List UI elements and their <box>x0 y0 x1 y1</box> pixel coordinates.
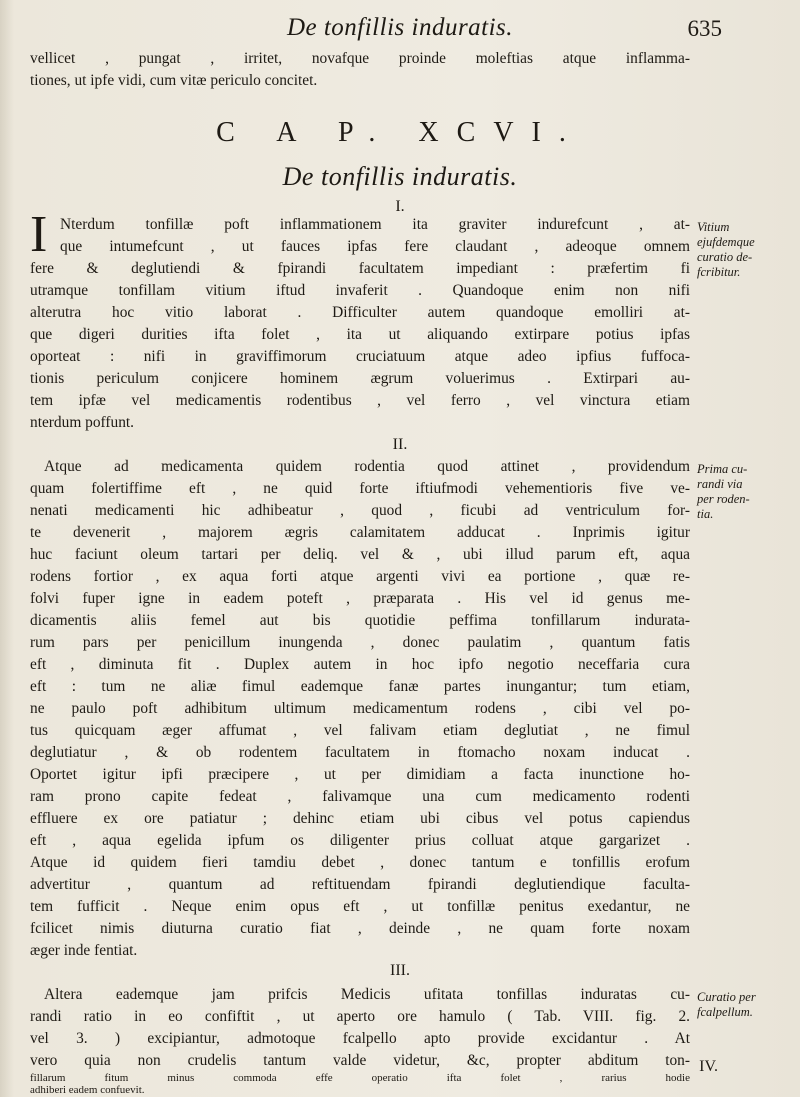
text-line: ne paulo poft adhibitum ultimum medicamentum rodens , cibi vel po- <box>30 700 690 717</box>
text-line: quam folertiffime eft , ne quid forte iftiufmodi vehementioris five ve- <box>30 480 690 497</box>
text-line: fere & deglutiendi & fpirandi facultatem impediant : præfertim fi <box>30 260 690 277</box>
text-line: randi ratio in eo confiftit , ut aperto ore hamulo ( Tab. VIII. fig. 2. <box>30 1008 690 1025</box>
text-line: utramque tonfillam vitium iftud invaferit . Quandoque enim non nifi <box>30 282 690 299</box>
text-line: Atque ad medicamenta quidem rodentia quod attinet , providendum <box>44 458 690 475</box>
margin-note-line: Prima cu- <box>697 462 748 476</box>
text-line: tem ipfæ vel medicamentis rodentibus , vel ferro , vel vinctura etiam <box>30 392 690 409</box>
text-line: vellicet , pungat , irritet, novafque proinde moleftias atque inflamma- <box>30 50 690 67</box>
chapter-subtitle: De tonfillis induratis. <box>282 162 518 191</box>
text-line: fcilicet nimis diuturna curatio fiat , deinde , ne quam forte noxam <box>30 920 690 937</box>
text-line: adhiberi eadem confuevit. <box>30 1084 145 1096</box>
text-line: vel 3. ) excipiantur, admotoque fcalpello apto provide excidantur . At <box>30 1030 690 1047</box>
text-line: nterdum poffunt. <box>30 414 135 431</box>
margin-note-line: per roden- <box>697 492 750 506</box>
text-line: Nterdum tonfillæ poft inflammationem ita graviter indurefcunt , at- <box>60 216 690 233</box>
drop-capital: I <box>30 206 48 263</box>
margin-note-line: curatio de- <box>697 250 753 264</box>
text-line: æger inde fentiat. <box>30 942 138 959</box>
running-head <box>0 14 800 48</box>
text-line: tem fufficit . Neque enim opus eft , ut tonfillæ penitus exedantur, ne <box>30 898 690 915</box>
text-line: eft : tum ne aliæ fimul eademque fanæ partes inungantur; tum etiam, <box>30 678 690 695</box>
margin-note-line: fcalpellum. <box>697 1005 753 1019</box>
text-line: que digeri durities ifta folet , ita ut aliquando extirpare potius ipfas <box>30 326 690 343</box>
text-line: nenati medicamenti hic adhibeatur , quod , ficubi ad ventriculum for- <box>30 502 690 519</box>
margin-note-line: ejufdemque <box>697 235 755 249</box>
text-line: te devenerit , majorem ægris calamitatem adducat . Inprimis igitur <box>30 524 690 541</box>
section-number-1: I. <box>395 198 405 215</box>
text-line: Altera eademque jam prifcis Medicis ufitata tonfillas induratas cu- <box>44 986 690 1003</box>
text-line: Atque id quidem fieri tamdiu debet , donec tantum e tonfillis erofum <box>30 854 690 871</box>
margin-note-3 <box>697 990 797 1020</box>
running-title: De tonfillis induratis. <box>286 14 514 41</box>
chapter-heading: C A P. XCVI. <box>216 117 584 148</box>
text-line: fillarum fitum minus commoda effe operatio ifta folet , rarius hodie <box>30 1072 690 1084</box>
margin-note-line: fcribitur. <box>697 265 741 279</box>
text-line: advertitur , quantum ad reftituendam fpirandi deglutiendique faculta- <box>30 876 690 893</box>
text-line: huc faciunt oleum tartari per deliq. vel & , ubi illud parum eft, aqua <box>30 546 690 563</box>
section-number-3: III. <box>390 962 410 979</box>
margin-note-line: Vitium <box>697 220 730 234</box>
margin-note-line: tia. <box>697 507 714 521</box>
margin-note-1 <box>697 220 797 280</box>
text-line: vero quia non crudelis tantum valde videtur, &c, propter abditum ton- <box>30 1052 690 1069</box>
text-line: dicamentis aliis femel aut bis quotidie peffima tonfillarum indurata- <box>30 612 690 629</box>
text-line: tiones, ut ipfe vidi, cum vitæ periculo concitet. <box>30 72 318 89</box>
text-line: eft , diminuta fit . Duplex autem in hoc ipfo negotio neceffaria cura <box>30 656 690 673</box>
text-line: tus quicquam æger affumat , vel falivam etiam deglutiat , ne fimul <box>30 722 690 739</box>
text-line: Oportet igitur ipfi præcipere , ut per dimidiam a facta inunctione ho- <box>30 766 690 783</box>
text-line: que intumefcunt , ut fauces ipfas fere claudant , adeoque omnem <box>60 238 690 255</box>
catchword: IV. <box>699 1058 718 1075</box>
text-line: tionis periculum conjicere hominem ægrum voluerimus . Extirpari au- <box>30 370 690 387</box>
text-line: deglutiatur , & ob rodentem facultatem in ftomacho noxam inducat . <box>30 744 690 761</box>
margin-note-line: Curatio per <box>697 990 756 1004</box>
margin-note-2 <box>697 462 797 522</box>
section-number-2: II. <box>392 436 408 453</box>
text-line: effluere ex ore patiatur ; dehinc etiam ubi cibus vel potus capiendus <box>30 810 690 827</box>
text-line: eft , aqua egelida ipfum os diligenter prius colluat atque gargarizet . <box>30 832 690 849</box>
text-line: ram prono capite fedeat , falivamque una cum medicamento rodenti <box>30 788 690 805</box>
text-line: oporteat : nifi in graviffimorum cruciatuum atque adeo ipfius fuffoca- <box>30 348 690 365</box>
text-line: alterutra hoc vitio laborat . Difficulter autem quandoque emolliri at- <box>30 304 690 321</box>
text-line: folvi fuper igne in eadem poteft , præparata . His vel id genus me- <box>30 590 690 607</box>
text-line: rum pars per penicillum inungenda , donec paulatim , quantum fatis <box>30 634 690 651</box>
page-number: 635 <box>687 16 722 41</box>
margin-note-line: randi via <box>697 477 743 491</box>
text-line: rodens fortior , ex aqua forti atque argenti vivi ea portione , quæ re- <box>30 568 690 585</box>
